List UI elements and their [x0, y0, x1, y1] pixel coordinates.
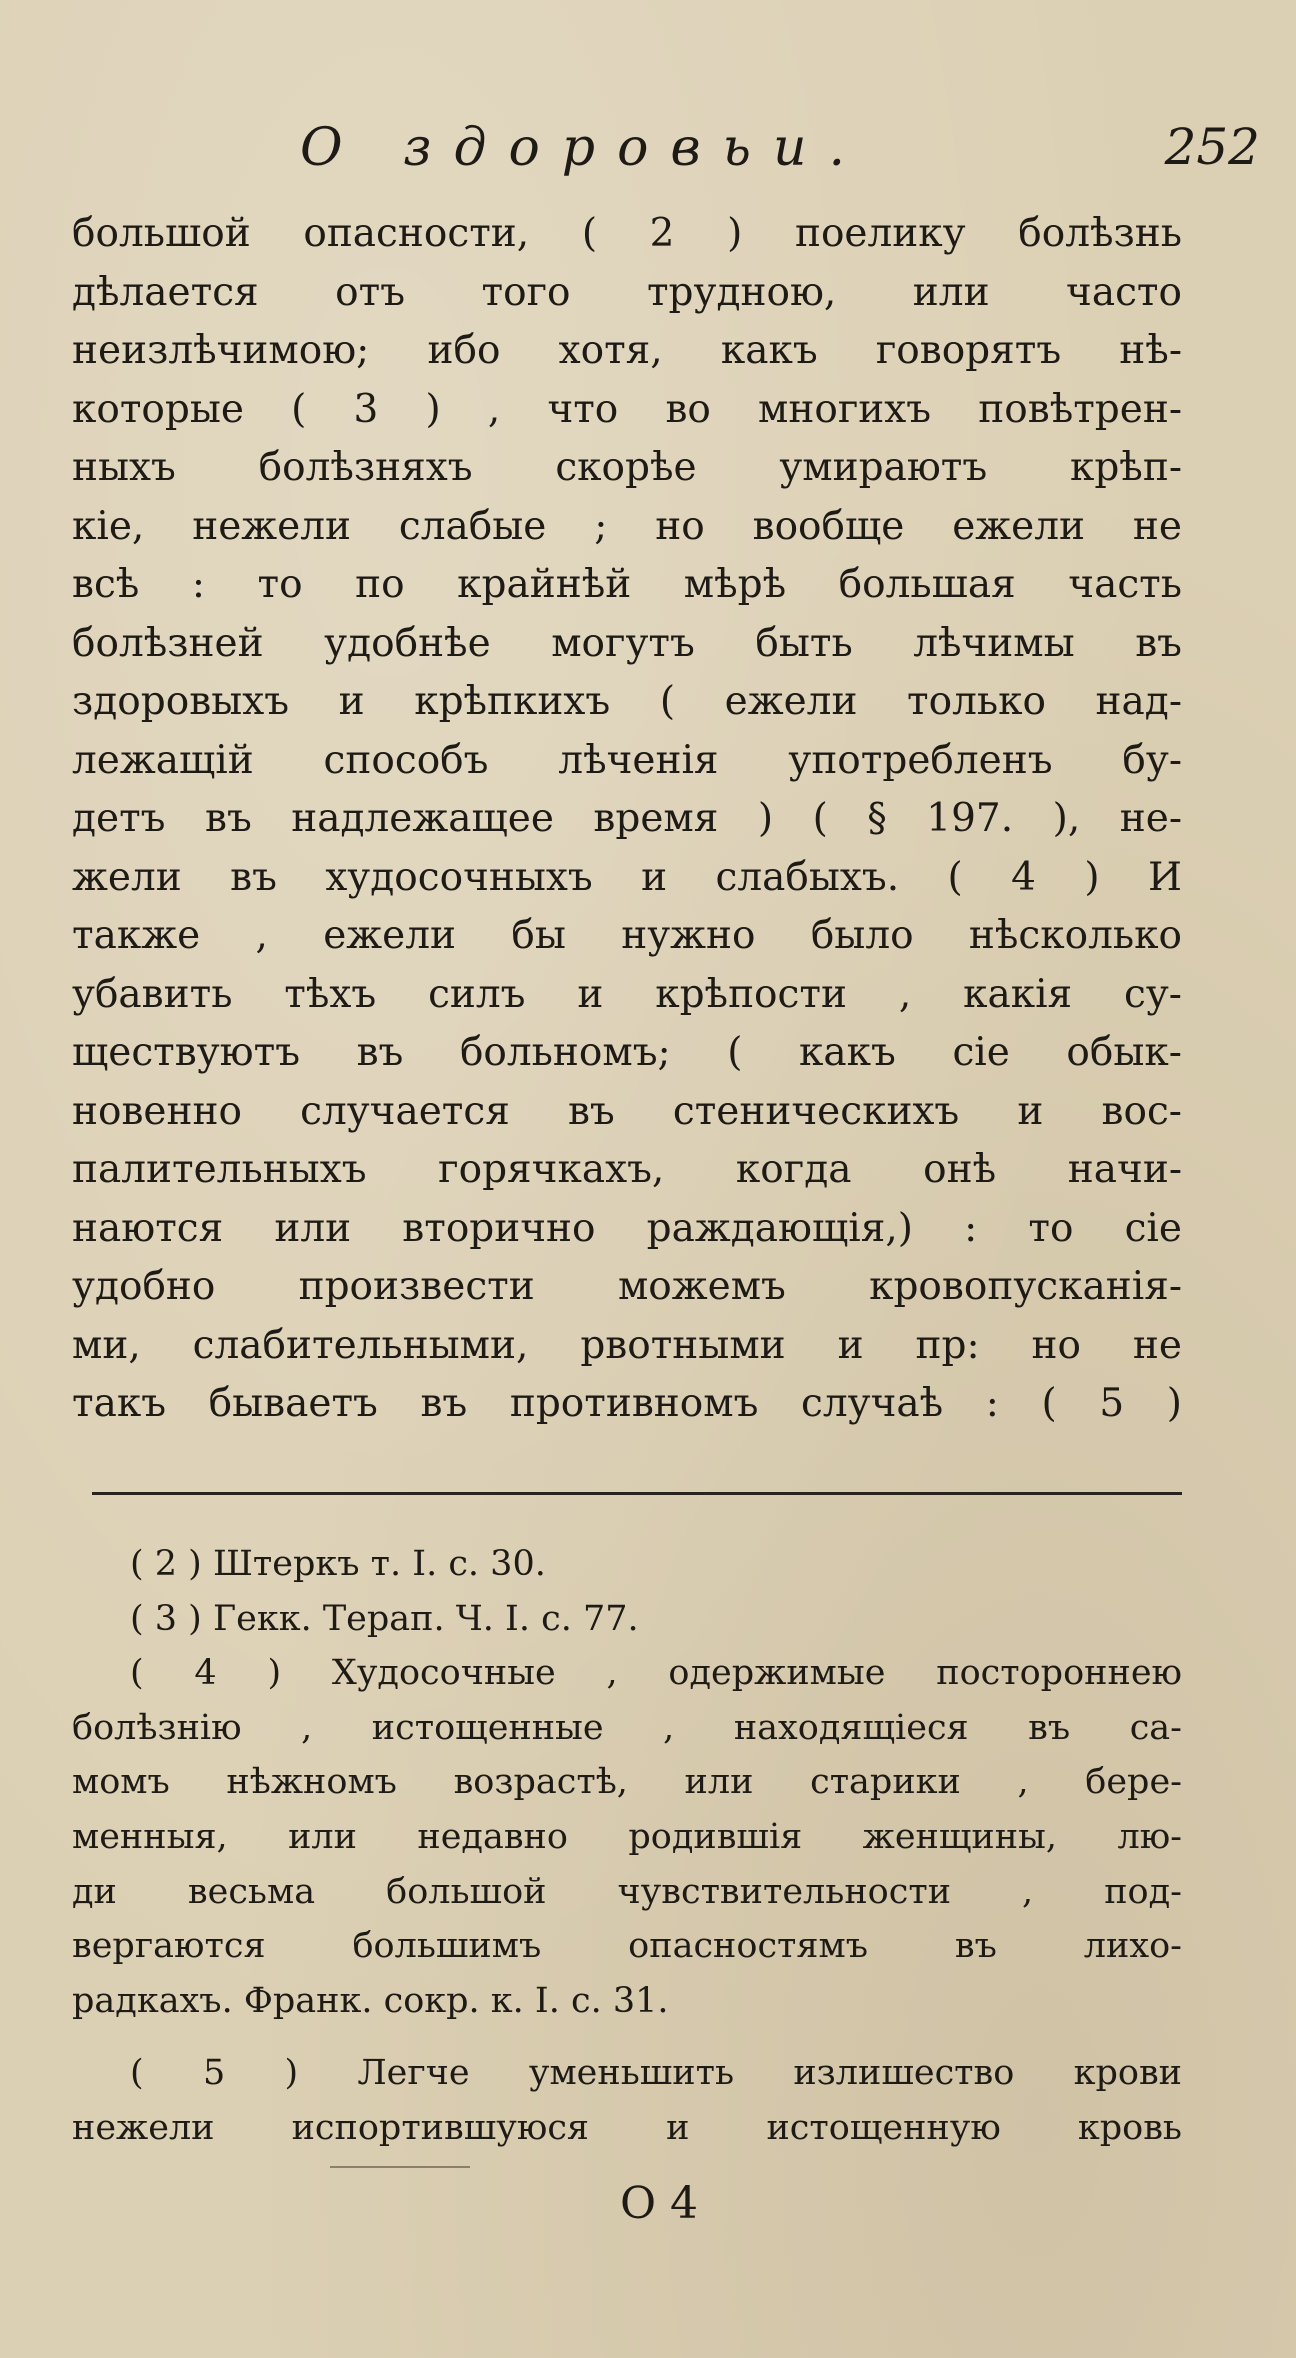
- footnote-3: [72, 1592, 1182, 1647]
- footnote-line: момъ нѣжномъ возрастѣ, или старики , бере-: [72, 1762, 1182, 1803]
- text-line: удобно произвести можемъ кровопусканія-: [72, 1264, 1182, 1309]
- footnote-line: вергаются большимъ опасностямъ въ лихо-: [72, 1926, 1182, 1967]
- text-line: ми, слабительными, рвотными и пр: но не: [72, 1322, 1182, 1368]
- footnote-5: [72, 2046, 1182, 2155]
- text-line: палительныхъ горячкахъ, когда онѣ начи-: [72, 1147, 1182, 1192]
- footnote-line: нежели испортившуюся и истощенную кровь: [72, 2107, 1182, 2148]
- text-line: всѣ : то по крайнѣй мѣрѣ большая часть: [72, 562, 1182, 607]
- footnote-line: ( 3 ) Гекк. Терап. Ч. I. с. 77.: [130, 1598, 639, 1639]
- footnote-divider: [92, 1492, 1182, 1495]
- text-line: здоровыхъ и крѣпкихъ ( ежели только над-: [72, 679, 1182, 724]
- footnote-4: [72, 1646, 1182, 2028]
- text-line: которые ( 3 ) , что во многихъ повѣтрен-: [72, 386, 1182, 432]
- text-line: детъ въ надлежащее время ) ( § 197. ), не-: [72, 796, 1182, 841]
- running-head: [300, 118, 1260, 198]
- signature-mark: О 4: [620, 2178, 699, 2229]
- text-line: жели въ худосочныхъ и слабыхъ. ( 4 ) И: [72, 854, 1182, 900]
- footnotes: [72, 1537, 1182, 2156]
- page-mark-stroke: [330, 2166, 470, 2168]
- footnote-2: [72, 1537, 1182, 1592]
- footnote-line: радкахъ. Франк. сокр. к. I. с. 31.: [72, 1980, 669, 2021]
- text-line: наются или вторично раждающія,) : то сіе: [72, 1205, 1182, 1251]
- footnote-line: менныя, или недавно родившія женщины, лю-: [72, 1816, 1182, 1857]
- footnote-line: болѣзнію , истощенные , находящіеся въ са-: [72, 1707, 1182, 1748]
- text-line: кіе, нежели слабые ; но вообще ежели не: [72, 503, 1182, 549]
- text-line: также , ежели бы нужно было нѣсколько: [72, 913, 1182, 958]
- text-line: новенно случается въ стеническихъ и вос-: [72, 1088, 1182, 1134]
- page-number: 252: [1164, 118, 1260, 176]
- footnote-line: ди весьма большой чувствительности , под-: [72, 1871, 1182, 1912]
- running-title: О здоровьи.: [300, 118, 867, 178]
- footnote-line: ( 4 ) Худосочные , одержимые постороннею: [130, 1653, 1182, 1694]
- text-line: убавить тѣхъ силъ и крѣпости , какія су-: [72, 971, 1182, 1017]
- text-line: ществуютъ въ больномъ; ( какъ сіе обык-: [72, 1030, 1182, 1075]
- text-line: лежащій способъ лѣченія употребленъ бу-: [72, 737, 1182, 783]
- footnote-line: ( 2 ) Штеркъ т. I. с. 30.: [130, 1544, 546, 1584]
- text-line: дѣлается отъ того трудною, или часто: [72, 269, 1182, 315]
- text-line: большой опасности, ( 2 ) поелику болѣзнь: [72, 211, 1182, 256]
- main-text-body: [72, 205, 1182, 1434]
- text-line: болѣзней удобнѣе могутъ быть лѣчимы въ: [72, 620, 1182, 666]
- text-line: неизлѣчимою; ибо хотя, какъ говорятъ нѣ-: [72, 328, 1182, 373]
- text-line: ныхъ болѣзняхъ скорѣе умираютъ крѣп-: [72, 445, 1182, 490]
- text-line: такъ бываетъ въ противномъ случаѣ : ( 5 ): [72, 1381, 1182, 1426]
- footnote-line: ( 5 ) Легче уменьшить излишество крови: [130, 2053, 1182, 2094]
